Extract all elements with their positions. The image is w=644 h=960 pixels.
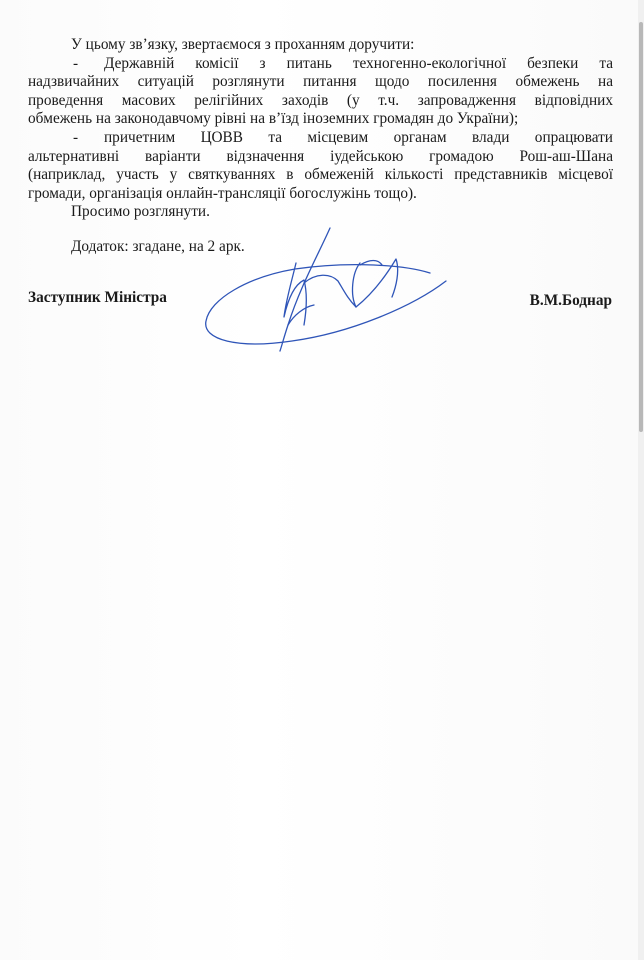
list-item-1-line-4: обмежень на законодавчому рівні на в’їзд іноземних громадян до України); [28,110,519,128]
scrollbar-thumb[interactable] [639,22,643,432]
list-item-1 [28,55,613,74]
list-item-2-line-4: громади, організація онлайн-трансляції богослужінь тощо). [28,184,417,202]
intro-line: У цьому зв’язку, звертаємося з проханням доручити: [71,36,415,53]
list-dash: - [73,128,79,146]
list-item-2 [28,129,613,148]
attachment-line: Додаток: згадане, на 2 арк. [71,237,245,255]
list-item-1-line-3: проведення масових релігійних заходів (у т.ч. запровадження відповідних [28,91,613,109]
letter-body [28,36,613,257]
list-item-1-line-1: Державній комісії з питань техногенно-екологічної безпеки та [104,54,613,72]
request-line: Просимо розглянути. [71,203,210,221]
list-item-1-line-2: надзвичайних ситуацій розглянути питання щодо посилення обмежень на [28,73,613,91]
list-item-2-line-2: альтернативні варіанти відзначення іудейською громадою Рош-аш-Шана [28,147,613,165]
list-item-2-line-1: причетним ЦОВВ та місцевим органам влади опрацювати [104,128,613,146]
position-title: Заступник Міністра [28,289,167,306]
signatory-name: В.М.Боднар [529,292,612,309]
list-item-2-line-3: (наприклад, участь у святкуваннях в обмеженій кількості представників місцевої [28,166,613,184]
handwritten-signature [200,225,450,355]
list-dash: - [73,54,79,72]
vertical-scrollbar[interactable] [638,0,644,960]
